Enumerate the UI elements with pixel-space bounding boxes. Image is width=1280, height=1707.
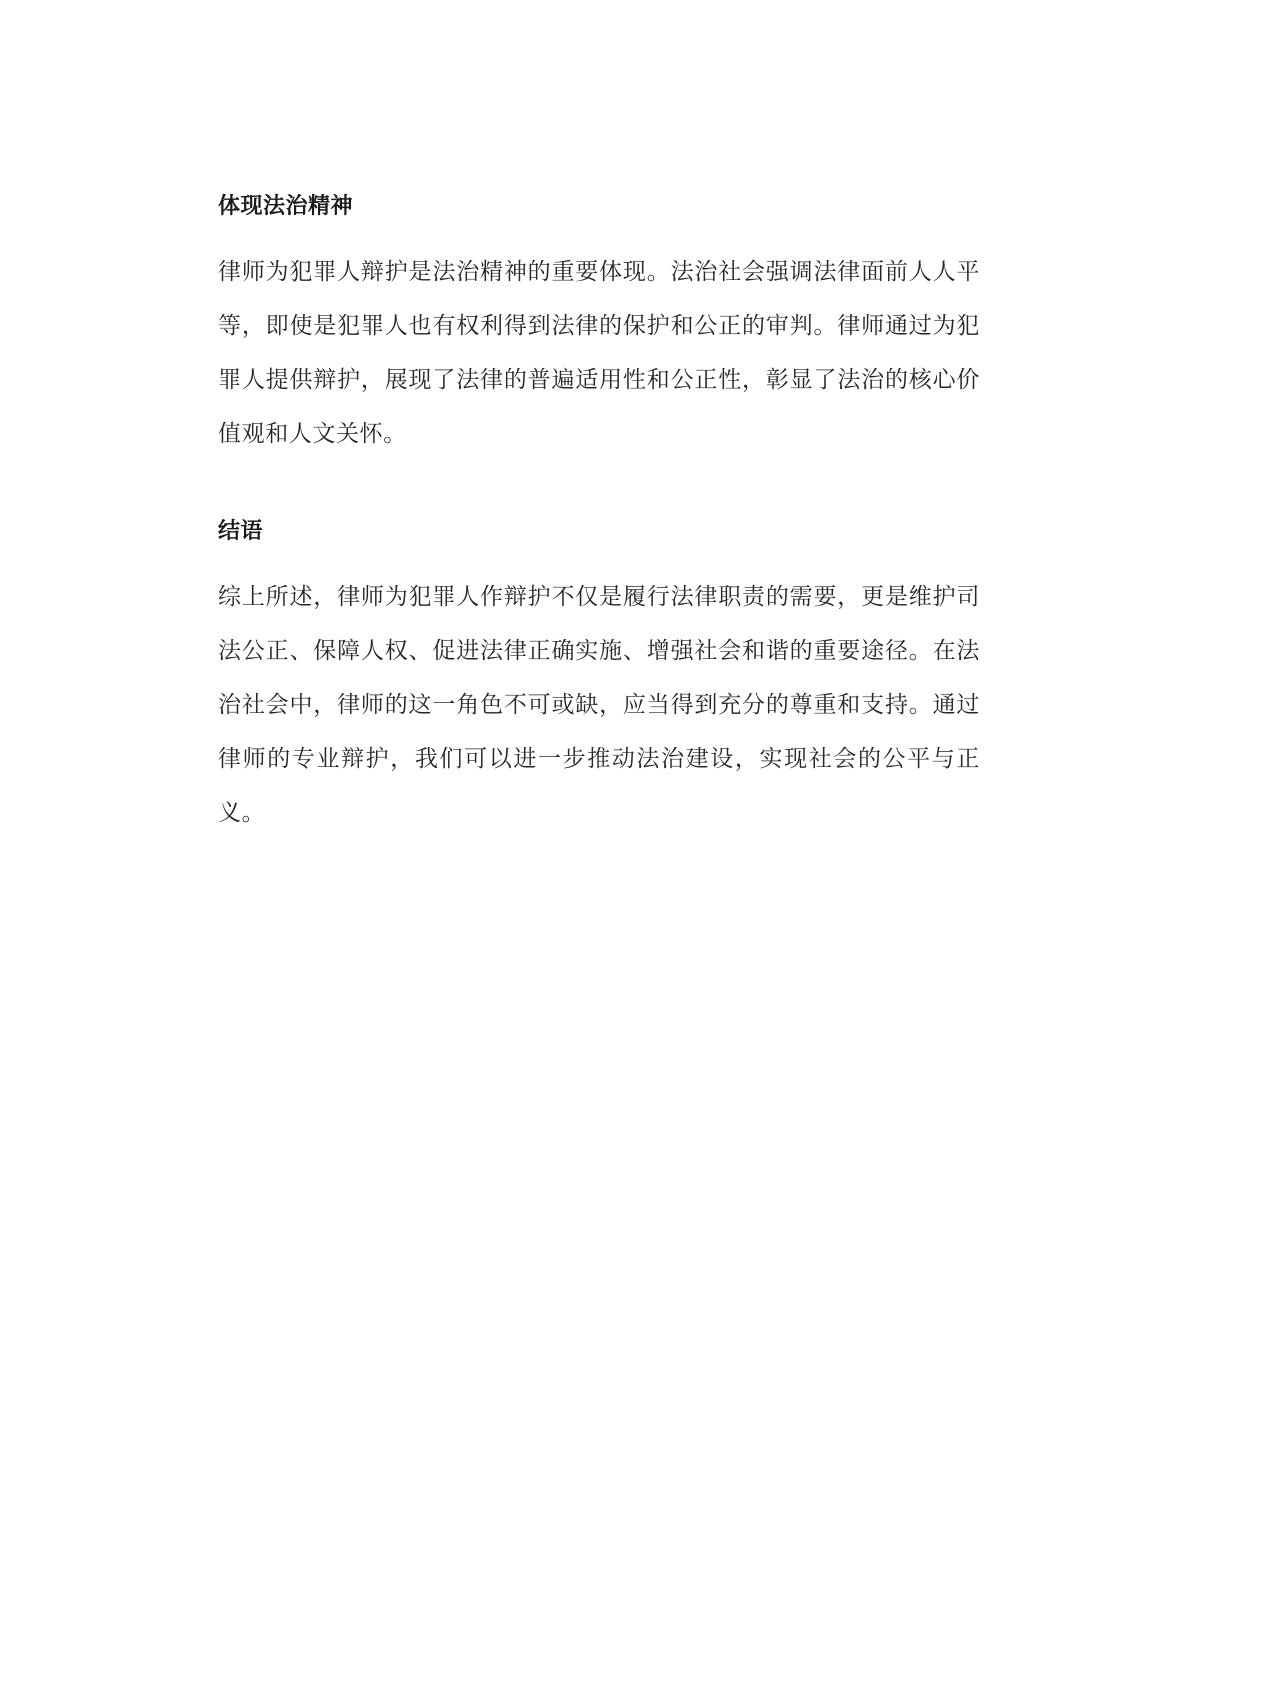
section-rule-of-law-spirit — [218, 190, 980, 461]
document-body — [218, 190, 980, 840]
section-paragraph: 综上所述，律师为犯罪人作辩护不仅是履行法律职责的需要，更是维护司法公正、保障人权、促进法律正确实施、增强社会和谐的重要途径。在法治社会中，律师的这一角色不可或缺，应当得到充分的尊重和支持。通过律师的专业辩护，我们可以进一步推动法治建设，实现社会的公平与正义。 — [218, 584, 980, 826]
section-conclusion — [218, 515, 980, 840]
section-heading: 结语 — [218, 518, 264, 544]
section-heading: 体现法治精神 — [218, 193, 354, 219]
section-paragraph: 律师为犯罪人辩护是法治精神的重要体现。法治社会强调法律面前人人平等，即使是犯罪人也有权利得到法律的保护和公正的审判。律师通过为犯罪人提供辩护，展现了法律的普遍适用性和公正性，彰显了法治的核心价值观和人文关怀。 — [218, 259, 980, 447]
